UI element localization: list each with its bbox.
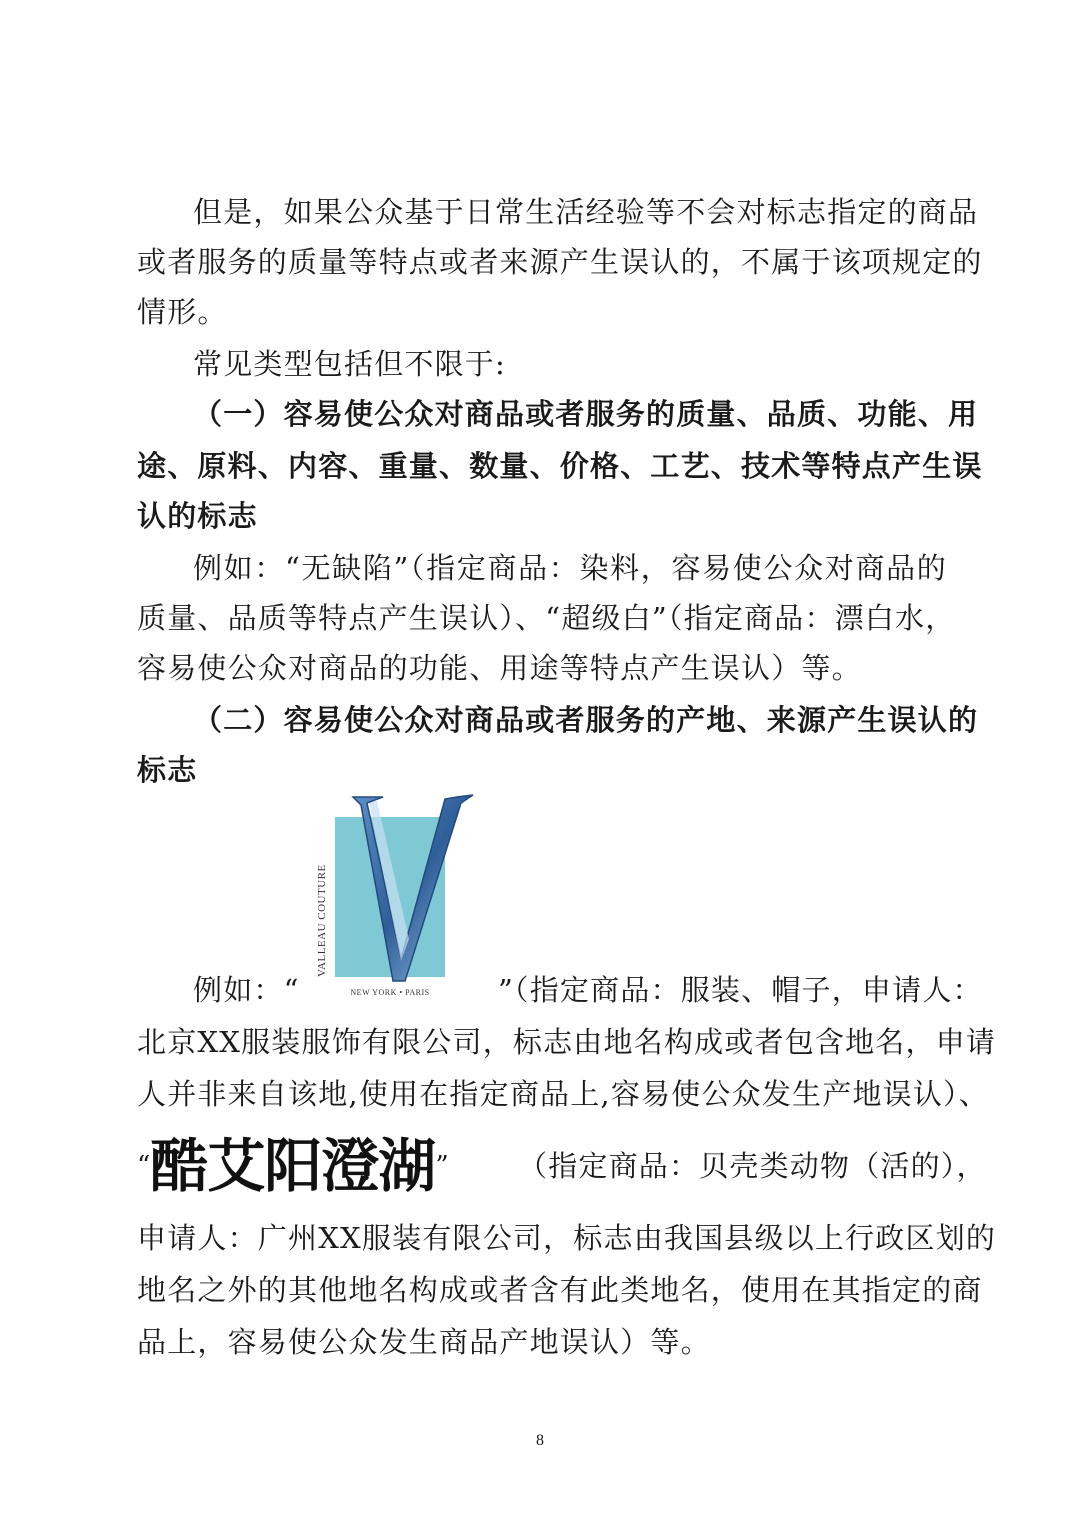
heading-1-line-2: 途、原料、内容、重量、数量、价格、工艺、技术等特点产生误 [137, 449, 983, 483]
logo-2-suffix: （指定商品：贝壳类动物（活的）， [518, 1149, 987, 1183]
heading-2-line-1: （二）容易使公众对商品或者服务的产地、来源产生误认的 [193, 703, 979, 737]
paragraph-1-line-1: 但是，如果公众基于日常生活经验等不会对标志指定的商品 [193, 195, 979, 229]
example-1-line-1: 例如：“无缺陷”（指定商品：染料，容易使公众对商品的 [193, 551, 947, 585]
valleau-couture-logo [305, 789, 475, 1001]
example-2-suffix: ”（指定商品：服装、帽子，申请人： [498, 973, 983, 1007]
heading-2-line-2: 标志 [137, 753, 198, 787]
open-quote: “ [137, 1151, 151, 1181]
heading-1-line-1: （一）容易使公众对商品或者服务的质量、品质、功能、用 [193, 397, 979, 431]
logo-text-main: VALLEAU COUTURE [316, 864, 328, 977]
logo-text-sub: NEW YORK • PARIS [350, 988, 430, 997]
example-2-line-2: 北京XX服装服饰有限公司，标志由地名构成或者包含地名，申请 [137, 1025, 997, 1059]
example-1-line-3: 容易使公众对商品的功能、用途等特点产生误认）等。 [137, 651, 862, 685]
paragraph-1-line-3: 情形。 [137, 295, 228, 329]
logo-2-row [137, 1130, 449, 1202]
example-2-prefix: 例如：“ [193, 973, 300, 1007]
paragraph-2: 常见类型包括但不限于: [193, 347, 506, 381]
kuai-yangchenghu-logo: 酷艾阳澄湖 [150, 1132, 436, 1200]
heading-1-line-3: 认的标志 [137, 499, 258, 533]
example-3-line-3: 地名之外的其他地名构成或者含有此类地名，使用在其指定的商 [137, 1273, 983, 1307]
example-3-line-2: 申请人：广州XX服装有限公司，标志由我国县级以上行政区划的 [137, 1221, 997, 1255]
paragraph-1-line-2: 或者服务的质量等特点或者来源产生误认的，不属于该项规定的 [137, 245, 983, 279]
example-2-line-3: 人并非来自该地,使用在指定商品上,容易使公众发生产地误认）、 [137, 1077, 989, 1111]
page-number: 8 [536, 1432, 544, 1449]
close-quote: ” [435, 1151, 449, 1181]
example-3-line-4: 品上，容易使公众发生商品产地误认）等。 [137, 1325, 711, 1359]
example-1-line-2: 质量、品质等特点产生误认）、“超级白”（指定商品：漂白水， [137, 601, 956, 635]
